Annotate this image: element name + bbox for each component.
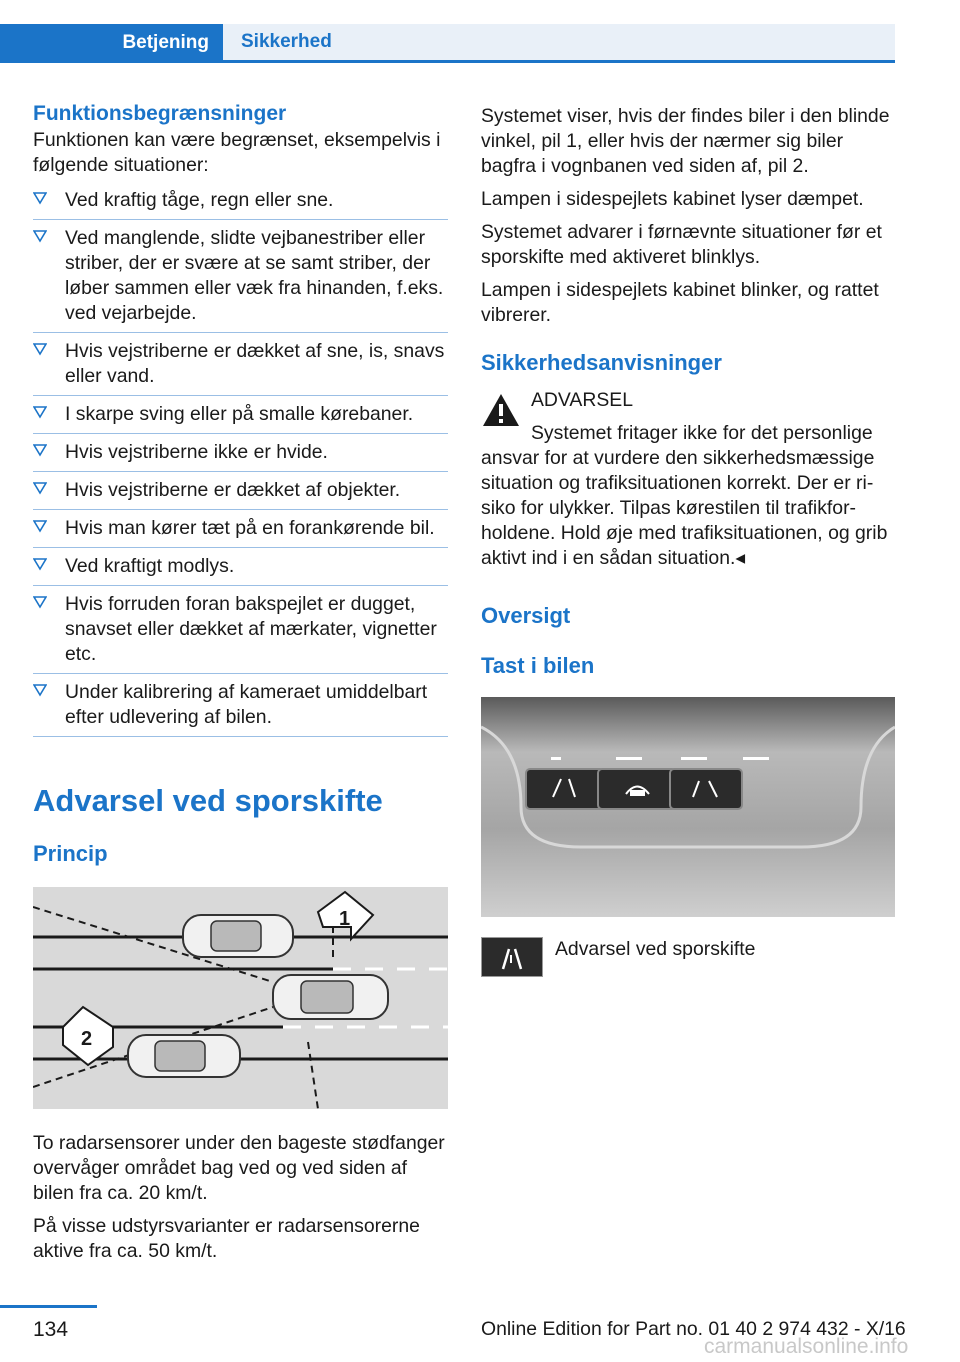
car-top — [183, 915, 293, 957]
caption-row — [481, 937, 895, 979]
triangle-bullet-icon — [33, 519, 47, 533]
lane-departure-button-icon — [481, 937, 543, 977]
limits-list-item — [33, 434, 448, 472]
limits-list-item — [33, 472, 448, 510]
limits-list-item — [33, 674, 448, 737]
limits-item-text: Hvis vejstriberne er dækket af sne, is, snavs eller vand. — [65, 340, 445, 387]
left-column — [33, 100, 448, 1264]
header-tabs — [0, 0, 895, 62]
warning-triangle-icon — [481, 392, 521, 428]
right-column — [481, 104, 895, 979]
arrow-2-label: 2 — [81, 1028, 93, 1050]
triangle-bullet-icon — [33, 443, 47, 457]
limits-list-item — [33, 548, 448, 586]
triangle-bullet-icon — [33, 557, 47, 571]
warning-block — [481, 388, 895, 571]
limits-item-text: Hvis vejstriberne er dækket af objekter. — [65, 479, 401, 501]
warning-title: ADVARSEL — [531, 389, 634, 411]
limits-list-item — [33, 396, 448, 434]
triangle-bullet-icon — [33, 481, 47, 495]
limits-item-text: Hvis forruden foran bakspejlet er dugget, snavset eller dækket af mærkater, vignetter etc. — [65, 593, 437, 665]
button-heading: Tast i bilen — [481, 653, 595, 678]
limits-list-item — [33, 586, 448, 674]
button-caption: Advarsel ved sporskifte — [555, 938, 756, 960]
warning-text-rest: ansvar for at vurdere den sikkerhedsmæssige situation og trafiksituationen korrekt. Der er risiko for ulykker. Tilpas kørestilen til trafikforholdene. Hold øje med trafiksituationen, og grib aktivt ind i en sådan situation.◂ — [481, 447, 888, 569]
triangle-bullet-icon — [33, 683, 47, 697]
tab-sikkerhed[interactable]: Sikkerhed — [223, 24, 895, 60]
lamp-dim-paragraph: Lampen i sidespejlets kabinet lyser dæmpet. — [481, 188, 864, 210]
footer-rule — [0, 1305, 97, 1308]
radar-paragraph: To radarsensorer under den bageste stødfanger overvåger området bag ved og ved siden af bilen fra ca. 20 km/t. — [33, 1132, 445, 1204]
car-middle — [273, 975, 388, 1019]
triangle-bullet-icon — [33, 229, 47, 243]
limits-list — [33, 182, 448, 737]
section-title: Advarsel ved sporskifte — [33, 783, 383, 818]
warning-text-first: Systemet fritager ikke for det personlige — [531, 422, 873, 444]
variant-paragraph: På visse udstyrsvarianter er radarsensorerne aktive fra ca. 50 km/t. — [33, 1215, 420, 1262]
lamp-blink-paragraph: Lampen i sidespejlets kabinet blinker, og rattet vibrerer. — [481, 279, 879, 326]
lane-diagram — [33, 887, 448, 1109]
limits-intro: Funktionen kan være begrænset, eksempelvis i følgende situationer: — [33, 129, 441, 176]
overview-heading: Oversigt — [481, 603, 571, 628]
arrow-1-label: 1 — [339, 908, 351, 930]
limits-item-text: Ved manglende, slidte vejbanestriber eller striber, der er svære at se samt striber, der løber sammen eller væk fra hinanden, f.eks. ved vejarbejde. — [65, 227, 444, 324]
limits-item-text: Ved kraftigt modlys. — [65, 555, 235, 577]
edition-text: Online Edition for Part no. 01 40 2 974 432 - X/16 — [481, 1318, 906, 1340]
tab-betjening[interactable]: Betjening — [0, 24, 223, 62]
limits-item-text: Under kalibrering af kameraet umiddelbart efter udlevering af bilen. — [65, 681, 428, 728]
limits-list-item — [33, 333, 448, 396]
header-rule — [0, 60, 895, 63]
triangle-bullet-icon — [33, 342, 47, 356]
limits-item-text: Hvis man kører tæt på en forankørende bil. — [65, 517, 435, 539]
limits-item-text: Hvis vejstriberne ikke er hvide. — [65, 441, 328, 463]
limits-list-item — [33, 182, 448, 220]
principle-heading: Princip — [33, 841, 108, 866]
triangle-bullet-icon — [33, 191, 47, 205]
limits-heading: Funktionsbegrænsninger — [33, 102, 287, 125]
limits-item-text: Ved kraftig tåge, regn eller sne. — [65, 189, 334, 211]
limits-list-item — [33, 510, 448, 548]
car-bottom — [128, 1035, 240, 1077]
warning-situation-paragraph: Systemet advarer i førnævnte situationer før et sporskifte med aktiveret blinklys. — [481, 221, 882, 268]
limits-list-item — [33, 220, 448, 333]
watermark: carmanualsonline.info — [704, 1335, 909, 1358]
triangle-bullet-icon — [33, 595, 47, 609]
page-number: 134 — [33, 1318, 69, 1341]
triangle-bullet-icon — [33, 405, 47, 419]
button-panel-photo — [481, 697, 895, 917]
limits-item-text: I skarpe sving eller på smalle kørebaner. — [65, 403, 414, 425]
safety-heading: Sikkerhedsanvisninger — [481, 350, 722, 375]
system-paragraph: Systemet viser, hvis der findes biler i den blinde vinkel, pil 1, eller hvis der nærmer sig biler bagfra i vognbanen ved siden af, pil 2. — [481, 105, 890, 177]
